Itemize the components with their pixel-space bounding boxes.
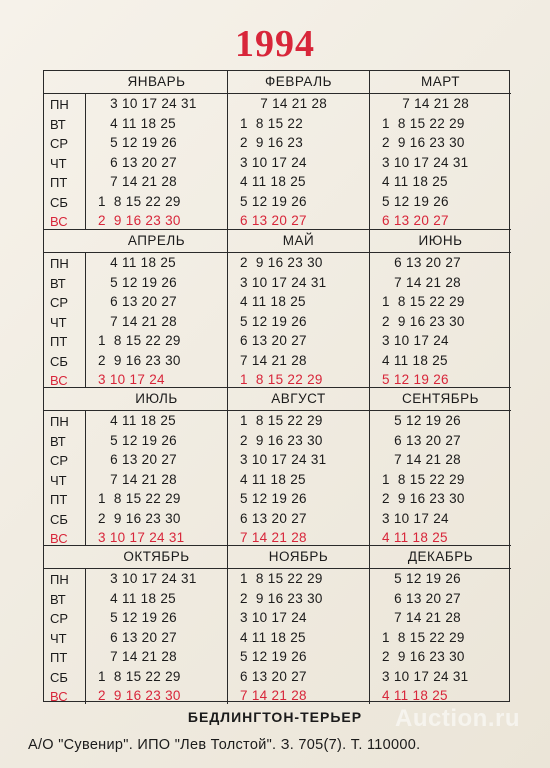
week-row: 7 14 21 28	[382, 96, 470, 111]
week-row: 5 12 19 26	[98, 274, 177, 290]
week-row: 1 8 15 22 29	[98, 333, 181, 348]
weekday-labels	[44, 93, 86, 229]
week-row: 1 8 15 22 29	[382, 294, 465, 309]
weekday-label: ПТ	[50, 492, 68, 507]
month-name: АПРЕЛЬ	[86, 230, 227, 253]
month-name: ИЮНЬ	[370, 230, 511, 253]
week-row: 2 9 16 23 30	[382, 313, 465, 329]
weekday-label: СБ	[50, 669, 68, 685]
week-row: 2 9 16 23 30	[98, 688, 181, 703]
week-row: 6 13 20 27	[98, 452, 177, 467]
week-row: 6 13 20 27	[240, 510, 307, 526]
week-row: 5 12 19 26	[382, 193, 449, 209]
weekday-label: ВТ	[50, 591, 66, 607]
weekday-label: ЧТ	[50, 314, 67, 330]
week-row: 3 10 17 24 31	[240, 274, 327, 290]
weekday-label: ВТ	[50, 433, 66, 449]
week-row: 6 13 20 27	[98, 629, 177, 645]
quarter-section	[44, 387, 511, 545]
calendar-grid	[43, 70, 510, 702]
week-row: 3 10 17 24 31	[98, 571, 197, 586]
week-row: 7 14 21 28	[98, 174, 177, 189]
week-row: 2 9 16 23 30	[382, 491, 465, 506]
week-row: 1 8 15 22 29	[240, 571, 323, 586]
week-row: 4 11 18 25	[240, 174, 306, 189]
weekday-labels	[44, 568, 86, 704]
week-row: 5 12 19 26	[240, 491, 307, 506]
week-row: 7 14 21 28	[240, 96, 328, 111]
week-row: 2 9 16 23 30	[98, 352, 181, 368]
weekday-label: ПТ	[50, 175, 68, 190]
week-row: 6 13 20 27	[98, 154, 177, 170]
week-row: 7 14 21 28	[240, 530, 307, 545]
week-row: 4 11 18 25	[98, 255, 176, 270]
month-name: МАРТ	[370, 71, 511, 94]
week-row: 5 12 19 26	[98, 610, 177, 625]
quarter-section	[44, 545, 511, 703]
weekday-label: ВТ	[50, 275, 66, 291]
weekday-label: ПН	[50, 414, 69, 429]
weekday-label: СР	[50, 611, 69, 626]
weekday-label: ПН	[50, 572, 69, 587]
year-title: 1994	[235, 23, 315, 65]
month-name: АВГУСТ	[228, 388, 369, 411]
week-row: 5 12 19 26	[98, 432, 177, 448]
month-block	[86, 546, 227, 704]
week-row: 5 12 19 26	[240, 313, 307, 329]
week-row: 3 10 17 24 31	[382, 154, 469, 170]
weekday-label: ВС	[50, 373, 68, 388]
week-row: 4 11 18 25	[382, 530, 448, 545]
week-row: 5 12 19 26	[240, 649, 307, 664]
week-row: 7 14 21 28	[382, 452, 461, 467]
month-block	[227, 230, 369, 388]
week-row: 1 8 15 22 29	[382, 629, 465, 645]
weekday-label: СБ	[50, 194, 68, 210]
week-row: 7 14 21 28	[240, 352, 307, 368]
month-block	[369, 388, 511, 546]
week-row: 1 8 15 22 29	[98, 193, 181, 209]
week-row: 4 11 18 25	[382, 688, 448, 703]
week-row: 4 11 18 25	[98, 115, 176, 131]
week-row: 5 12 19 26	[98, 135, 177, 150]
week-row: 2 9 16 23 30	[382, 649, 465, 664]
weekday-label: ВТ	[50, 116, 66, 132]
week-row: 1 8 15 22 29	[382, 471, 465, 487]
week-row: 2 9 16 23 30	[240, 255, 323, 270]
week-row: 4 11 18 25	[98, 590, 176, 606]
week-row: 3 10 17 24	[382, 333, 449, 348]
week-row: 2 9 16 23 30	[98, 510, 181, 526]
month-block	[369, 71, 511, 229]
week-row: 6 13 20 27	[382, 213, 449, 228]
week-row: 3 10 17 24	[240, 154, 307, 170]
week-row: 6 13 20 27	[240, 668, 307, 684]
week-row: 6 13 20 27	[240, 333, 307, 348]
week-row: 2 9 16 23 30	[240, 432, 323, 448]
weekday-label: ПН	[50, 256, 69, 271]
week-row: 1 8 15 22 29	[98, 491, 181, 506]
weekday-label: ЧТ	[50, 472, 67, 488]
month-block	[227, 71, 369, 229]
week-row: 1 8 15 22 29	[240, 372, 323, 387]
week-row: 3 10 17 24	[240, 610, 307, 625]
month-block	[227, 546, 369, 704]
weekday-label: ПТ	[50, 650, 68, 665]
week-row: 2 9 16 23 30	[382, 135, 465, 150]
week-row: 7 14 21 28	[382, 274, 461, 290]
month-block	[86, 388, 227, 546]
week-row: 5 12 19 26	[382, 413, 461, 428]
week-row: 3 10 17 24 31	[98, 530, 185, 545]
publisher-footer: А/О "Сувенир". ИПО "Лев Толстой". З. 705(7). Т. 110000.	[28, 737, 421, 753]
week-row: 5 12 19 26	[382, 571, 461, 586]
weekday-label: ВС	[50, 689, 68, 704]
week-row: 6 13 20 27	[382, 432, 461, 448]
weekday-labels	[44, 410, 86, 546]
week-row: 3 10 17 24	[382, 510, 449, 526]
week-row: 7 14 21 28	[240, 688, 307, 703]
week-row: 3 10 17 24	[98, 372, 165, 387]
week-row: 2 9 16 23 30	[98, 213, 181, 228]
week-row: 7 14 21 28	[98, 471, 177, 487]
weekday-label: СР	[50, 453, 69, 468]
week-row: 3 10 17 24 31	[240, 452, 327, 467]
month-name: ИЮЛЬ	[86, 388, 227, 411]
week-row: 1 8 15 22 29	[240, 413, 323, 428]
week-row: 3 10 17 24 31	[382, 668, 469, 684]
week-row: 4 11 18 25	[240, 629, 306, 645]
week-row: 6 13 20 27	[382, 590, 461, 606]
week-row: 1 8 15 22 29	[98, 668, 181, 684]
month-block	[227, 388, 369, 546]
month-name: НОЯБРЬ	[228, 546, 369, 569]
month-block	[86, 230, 227, 388]
week-row: 6 13 20 27	[382, 255, 461, 270]
week-row: 4 11 18 25	[98, 413, 176, 428]
weekday-label: СБ	[50, 353, 68, 369]
weekday-label: ВС	[50, 214, 68, 229]
weekday-label: СР	[50, 295, 69, 310]
week-row: 4 11 18 25	[382, 174, 448, 189]
weekday-label: ПН	[50, 97, 69, 112]
week-row: 7 14 21 28	[382, 610, 461, 625]
quarter-section	[44, 71, 511, 229]
month-name: ДЕКАБРЬ	[370, 546, 511, 569]
month-name: СЕНТЯБРЬ	[370, 388, 511, 411]
month-block	[369, 546, 511, 704]
week-row: 6 13 20 27	[240, 213, 307, 228]
week-row: 4 11 18 25	[240, 471, 306, 487]
week-row: 2 9 16 23 30	[240, 590, 323, 606]
month-name: ФЕВРАЛЬ	[228, 71, 369, 94]
week-row: 2 9 16 23	[240, 135, 304, 150]
week-row: 6 13 20 27	[98, 294, 177, 309]
weekday-label: ПТ	[50, 334, 68, 349]
week-row: 4 11 18 25	[240, 294, 306, 309]
week-row: 7 14 21 28	[98, 649, 177, 664]
month-name: МАЙ	[228, 230, 369, 253]
week-row: 5 12 19 26	[240, 193, 307, 209]
week-row: 1 8 15 22	[240, 115, 304, 131]
watermark: Auction.ru	[395, 705, 520, 732]
month-name: ОКТЯБРЬ	[86, 546, 227, 569]
week-row: 5 12 19 26	[382, 372, 449, 387]
month-block	[86, 71, 227, 229]
week-row: 7 14 21 28	[98, 313, 177, 329]
quarter-section	[44, 229, 511, 387]
week-row: 4 11 18 25	[382, 352, 448, 368]
weekday-labels	[44, 252, 86, 388]
weekday-label: ЧТ	[50, 155, 67, 171]
caption: БЕДЛИНГТОН-ТЕРЬЕР	[187, 709, 363, 725]
weekday-label: ВС	[50, 531, 68, 546]
weekday-label: ЧТ	[50, 630, 67, 646]
month-name: ЯНВАРЬ	[86, 71, 227, 94]
week-row: 1 8 15 22 29	[382, 115, 465, 131]
weekday-label: СР	[50, 136, 69, 151]
weekday-label: СБ	[50, 511, 68, 527]
week-row: 3 10 17 24 31	[98, 96, 197, 111]
month-block	[369, 230, 511, 388]
